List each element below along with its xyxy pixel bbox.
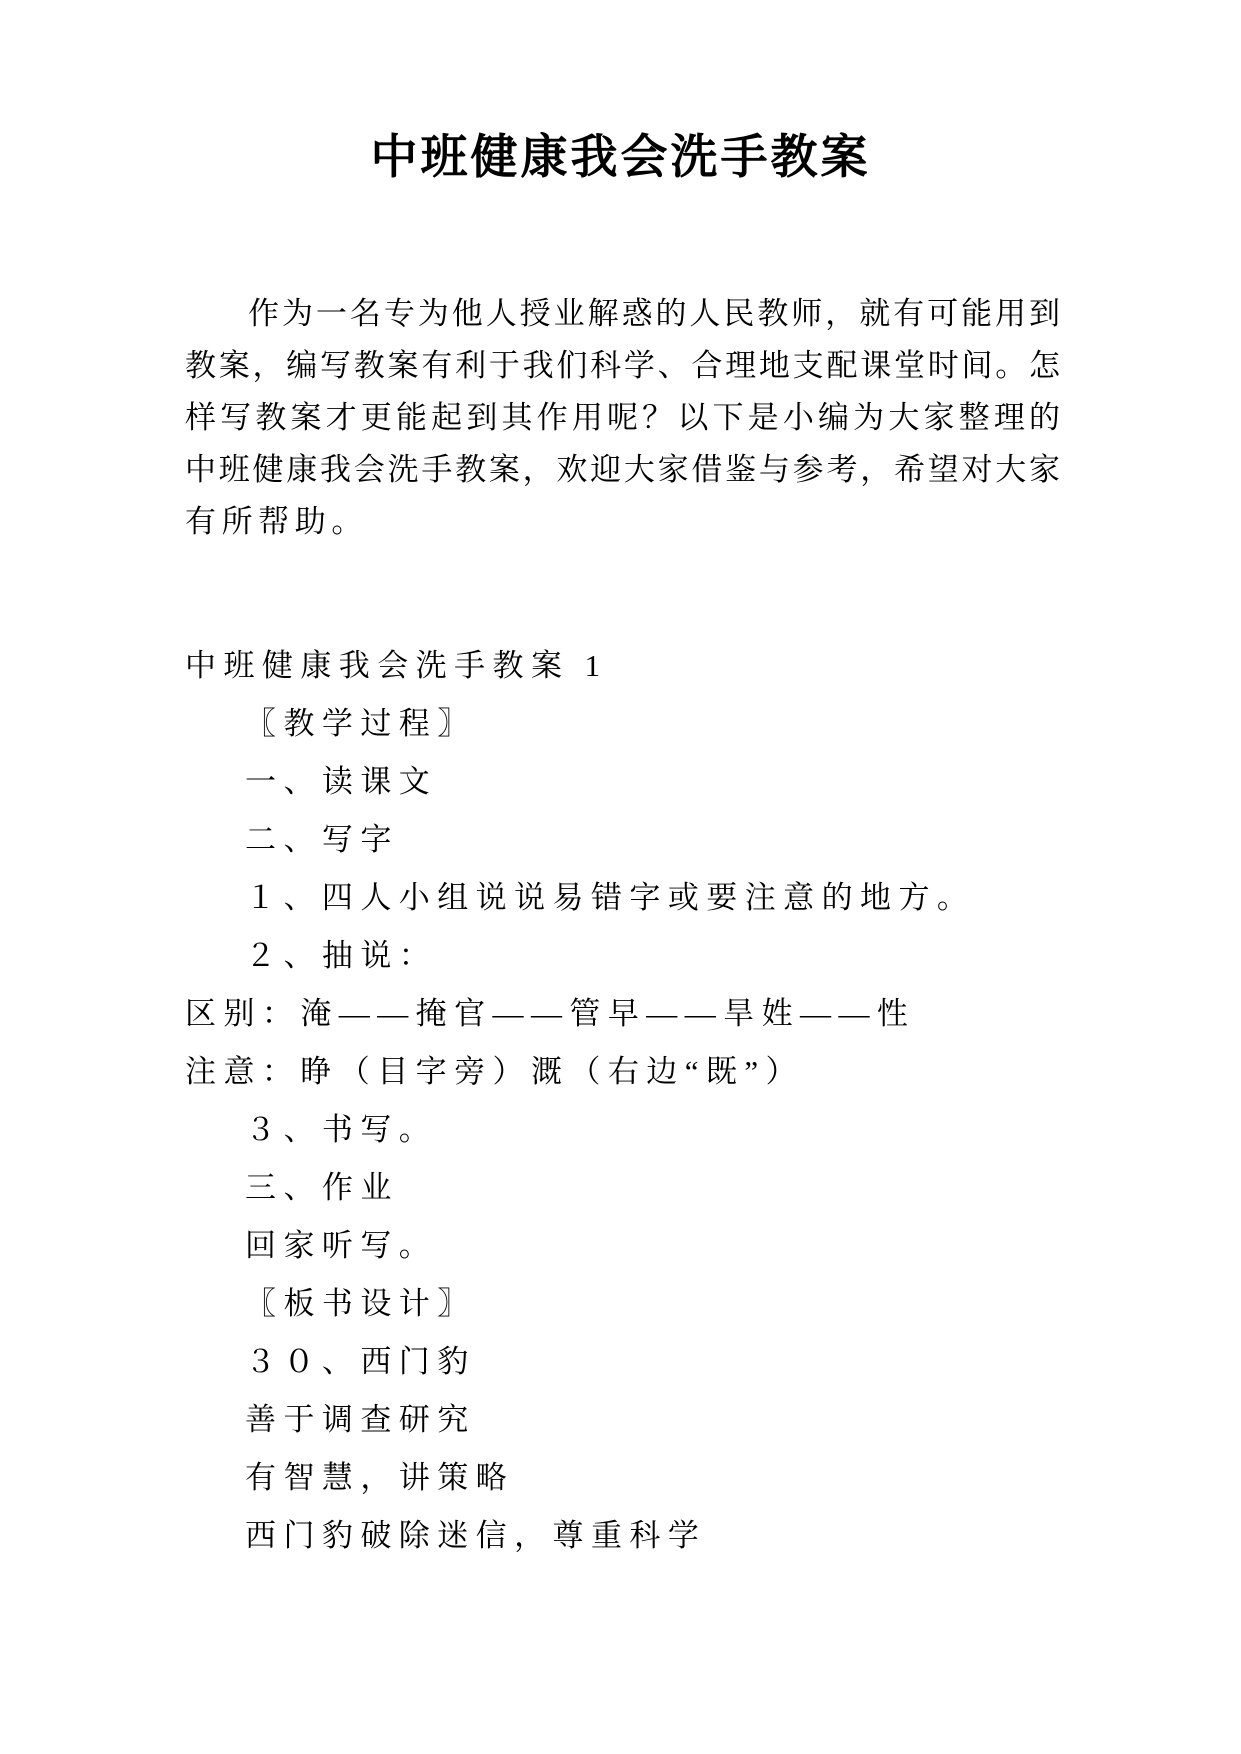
paragraph-line: 中班健康我会洗手教案，欢迎大家借鉴与参考，希望对大家 [185,452,1062,487]
paragraph-line: 作为一名专为他人授业解惑的人民教师，就有可能用到 [248,296,1062,331]
document-title: 中班健康我会洗手教案 [370,132,871,184]
doc-line: 西门豹破除迷信，尊重科学 [245,1518,707,1553]
paragraph-line: 教案，编写教案有利于我们科学、合理地支配课堂时间。怎 [185,348,1062,383]
doc-line: ２、抽说： [245,938,438,973]
doc-line: 回家听写。 [245,1228,438,1263]
paragraph-line: 样写教案才更能起到其作用呢？以下是小编为大家整理的 [185,400,1062,435]
doc-line: 善于调查研究 [245,1402,476,1437]
doc-line: 有智慧，讲策略 [245,1460,515,1495]
doc-line: 注意：睁（目字旁）溉（右边“既”） [185,1054,804,1089]
doc-line: 〖板书设计〗 [245,1286,476,1321]
intro-paragraph [185,288,1062,548]
lesson-plan-body [185,637,1185,1565]
paragraph-line: 有所帮助。 [185,504,368,539]
doc-line: ３、书写。 [245,1112,438,1147]
doc-line: ３０、西门豹 [245,1344,476,1379]
doc-line: １、四人小组说说易错字或要注意的地方。 [245,880,976,915]
doc-line: 一、读课文 [245,764,438,799]
doc-line: 二、写字 [245,822,399,857]
doc-line: 〖教学过程〗 [245,706,476,741]
doc-line: 三、作业 [245,1170,399,1205]
section-heading-line: 中班健康我会洗手教案 1 [185,648,608,683]
doc-line: 区别：淹——掩官——管早——旱姓——性 [185,996,916,1031]
